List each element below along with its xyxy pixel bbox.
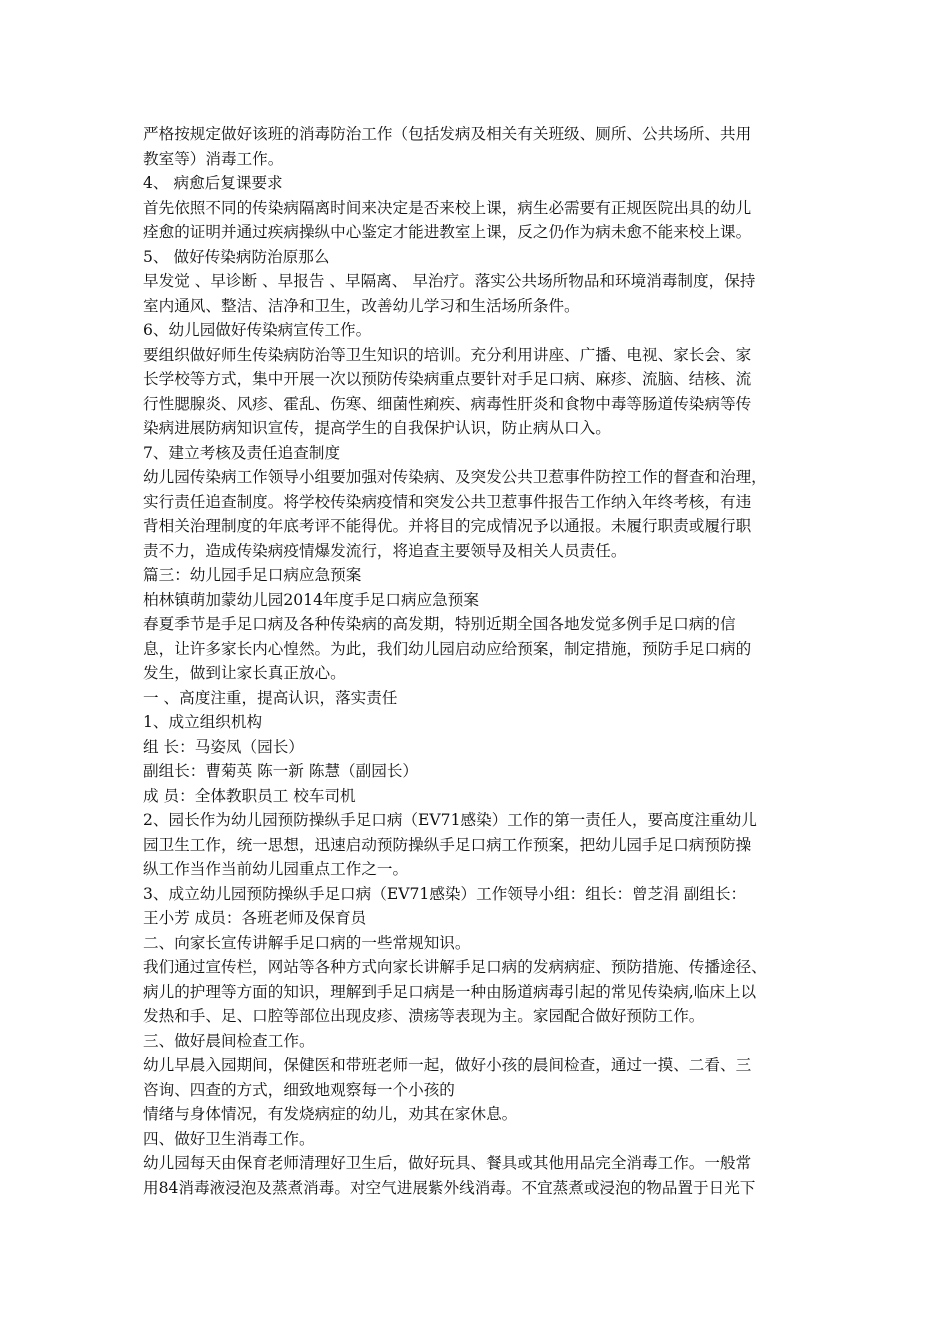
chapter-heading: 篇三：幼儿园手足口病应急预案 (143, 566, 362, 584)
text-line: 幼儿早晨入园期间，保健医和带班老师一起，做好小孩的晨间检查，通过一摸、二看、三 (143, 1056, 752, 1074)
text-line: 严格按规定做好该班的消毒防治工作（包括发病及相关有关班级、厕所、公共场所、共用 (143, 125, 752, 143)
text-line: 春夏季节是手足口病及各种传染病的高发期，特别近期全国各地发觉多例手足口病的信 (143, 615, 736, 633)
text-line: 痊愈的证明并通过疾病操纵中心鉴定才能进教室上课，反之仍作为病未愈不能来校上课。 (143, 223, 752, 241)
text-line: 组 长：马姿凤（园长） (143, 737, 304, 756)
section-heading: 7、建立考核及责任追查制度 (143, 443, 341, 462)
text-line: 王小芳 成员：各班老师及保育员 (143, 909, 367, 927)
text-line: 成 员：全体教职员工 校车司机 (143, 786, 356, 805)
text-line: 幼儿园每天由保育老师清理好卫生后，做好玩具、餐具或其他用品完全消毒工作。一般常 (143, 1154, 752, 1172)
section-heading: 一 、高度注重，提高认识，落实责任 (143, 688, 398, 707)
text-line: 纵工作当作当前幼儿园重点工作之一。 (143, 860, 409, 878)
text-line: 要组织做好师生传染病防治等卫生知识的培训。充分利用讲座、广播、电视、家长会、家 (143, 345, 752, 364)
text-line: 室内通风、整洁、洁净和卫生，改善幼儿学习和生活场所条件。 (143, 296, 580, 315)
text-line: 2、园长作为幼儿园预防操纵手足口病（EV71感染）工作的第一责任人，要高度注重幼儿 (143, 811, 757, 829)
text-line: 病儿的护理等方面的知识，理解到手足口病是一种由肠道病毒引起的常见传染病,临床上以 (143, 982, 757, 1001)
text-line: 3、成立幼儿园预防操纵手足口病（EV71感染）工作领导小组：组长：曾芝涓 副组长： (143, 884, 747, 903)
document-title: 柏林镇萌加蒙幼儿园2014年度手足口病应急预案 (143, 590, 479, 609)
section-heading: 6、幼儿园做好传染病宣传工作。 (143, 321, 372, 339)
text-line: 实行责任追查制度。将学校传染病疫情和突发公共卫惹事件报告工作纳入年终考核，有违 (143, 492, 752, 511)
text-line: 副组长：曹菊英 陈一新 陈慧（副园长） (143, 762, 419, 780)
document-body (143, 122, 823, 1200)
text-line: 行性腮腺炎、风疹、霍乱、伤寒、细菌性痢疾、病毒性肝炎和食物中毒等肠道传染病等传 (143, 394, 752, 413)
text-line: 长学校等方式，集中开展一次以预防传染病重点要针对手足口病、麻疹、流脑、结核、流 (143, 370, 752, 388)
text-line: 咨询、四查的方式，细致地观察每一个小孩的 (143, 1080, 455, 1099)
text-line: 园卫生工作，统一思想，迅速启动预防操纵手足口病工作预案，把幼儿园手足口病预防操 (143, 835, 752, 854)
section-heading: 四、做好卫生消毒工作。 (143, 1129, 315, 1148)
text-line: 教室等）消毒工作。 (143, 149, 284, 168)
text-line: 责不力，造成传染病疫情爆发流行，将追查主要领导及相关人员责任。 (143, 541, 627, 560)
text-line: 幼儿园传染病工作领导小组要加强对传染病、及突发公共卫惹事件防控工作的督查和治理， (143, 468, 767, 486)
text-line: 用84消毒液浸泡及蒸煮消毒。对空气进展紫外线消毒。不宜蒸煮或浸泡的物品置于日光下 (143, 1178, 756, 1197)
text-line: 发生，做到让家长真正放心。 (143, 664, 346, 682)
section-heading: 二、向家长宣传讲解手足口病的一些常规知识。 (143, 933, 471, 952)
section-heading: 4、 病愈后复课要求 (143, 174, 283, 192)
text-line: 我们通过宣传栏，网站等各种方式向家长讲解手足口病的发病病症、预防措施、传播途径、 (143, 958, 767, 976)
text-line: 首先依照不同的传染病隔离时间来决定是否来校上课，病生必需要有正规医院出具的幼儿 (143, 198, 752, 217)
section-heading: 5、 做好传染病防治原那么 (143, 247, 330, 266)
text-line: 背相关治理制度的年底考评不能得优。并将目的完成情况予以通报。未履行职责或履行职 (143, 517, 752, 535)
text-line: 早发觉 、早诊断 、早报告 、早隔离、 早治疗。落实公共场所物品和环境消毒制度，保持 (143, 272, 756, 290)
text-line: 发热和手、足、口腔等部位出现皮疹、溃疡等表现为主。家园配合做好预防工作。 (143, 1007, 705, 1025)
text-line: 染病进展防病知识宣传，提高学生的自我保护认识，防止病从口入。 (143, 419, 611, 437)
section-heading: 三、做好晨间检查工作。 (143, 1031, 315, 1050)
text-line: 情绪与身体情况，有发烧病症的幼儿，劝其在家休息。 (143, 1105, 518, 1123)
section-heading: 1、成立组织机构 (143, 713, 263, 731)
text-line: 息，让许多家长内心惶然。为此，我们幼儿园启动应给预案，制定措施，预防手足口病的 (143, 639, 752, 658)
